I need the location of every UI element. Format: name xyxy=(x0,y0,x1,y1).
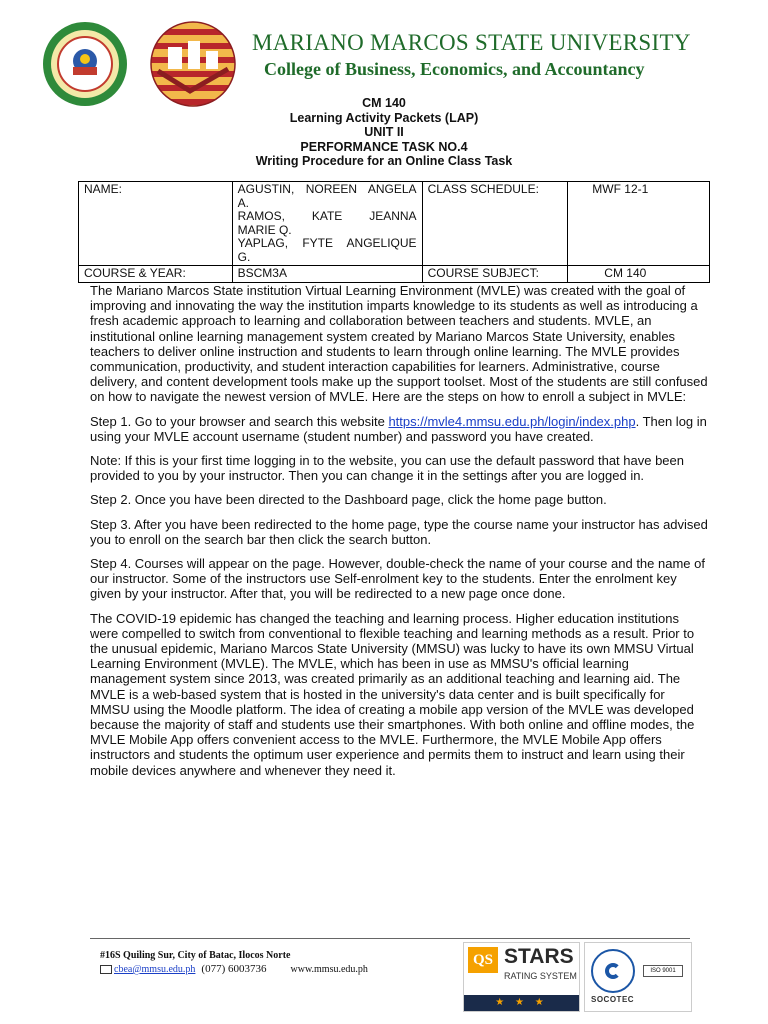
student-names xyxy=(232,182,422,266)
student-info-table xyxy=(78,181,710,283)
qs-rating-label: RATING SYSTEM xyxy=(504,971,577,981)
course-year-value: BSCM3A xyxy=(232,266,422,283)
name-line: YAPLAG, FYTE ANGELIQUE xyxy=(237,236,417,250)
table-row xyxy=(79,266,710,283)
footer-address: #16S Quiling Sur, City of Batac, Ilocos Norte xyxy=(100,950,291,961)
intro-paragraph: The Mariano Marcos State institution Virtual Learning Environment (MVLE) was created with the goal of improving and innovating the way the institution imparts knowledge to its students as well as introducing a fresh academic approach to learning and collaboration between teachers and students. MVLE, an institutional online learning management system created by Mariano Marcos State University, enables teachers to deliver online instruction and students to learn through online learning. The MVLE provides communication, productivity, and student interaction capabilities for learners. Administrative, course delivery, and content development tools make up the support toolset. Most of the students are still confused on how to navigate the newest version of MVLE. Here are the steps on how to enroll a subject in MVLE: xyxy=(90,283,708,405)
course-subject-label: COURSE SUBJECT: xyxy=(422,266,568,283)
course-subject-value: CM 140 xyxy=(568,266,710,283)
iso-certification-badge xyxy=(584,942,692,1012)
course-year-label: COURSE & YEAR: xyxy=(79,266,233,283)
socotec-mark-icon xyxy=(605,963,621,979)
mail-icon xyxy=(100,965,112,974)
name-line: G. xyxy=(237,249,251,264)
name-line: MARIE Q. xyxy=(237,222,292,237)
step-1-text: Step 1. Go to your browser and search this website xyxy=(90,413,389,429)
iso-label: ISO 9001 xyxy=(643,965,683,977)
task-number: PERFORMANCE TASK NO.4 xyxy=(300,139,468,154)
university-name: MARIANO MARCOS STATE UNIVERSITY xyxy=(252,30,691,55)
qs-logo-icon: QS xyxy=(468,947,498,973)
schedule-label: CLASS SCHEDULE: xyxy=(422,182,568,266)
footer-website[interactable]: www.mmsu.edu.ph xyxy=(290,964,368,975)
step-2-paragraph: Step 2. Once you have been directed to the Dashboard page, click the home page button. xyxy=(90,492,607,508)
table-row xyxy=(79,182,710,266)
document-heading xyxy=(0,96,768,169)
schedule-value: MWF 12-1 xyxy=(568,182,710,266)
iso-brand: SOCOTEC xyxy=(591,995,635,1004)
college-logo xyxy=(150,21,236,107)
footer-phone: (077) 6003736 xyxy=(201,963,267,975)
college-name: College of Business, Economics, and Accountancy xyxy=(264,59,645,79)
covid-paragraph: The COVID-19 epidemic has changed the teaching and learning process. Higher education institutions were compelled to switch from conventional to flexible teaching and learning methods as a result. Prior to the unusual epidemic, Mariano Marcos State University (MMSU) was lucky to have its own MMSU Virtual Learning Environment (MVLE). The MVLE, which has been in use as MMSU's official learning management system since 2013, was created primarily as an additional teaching and learning aid. The MVLE is a web-based system that is hosted in the university's data center and is built specifically for MMSU using the Moodle platform. The idea of creating a mobile app version of the MVLE was developed because the majority of staff and students use their smartphones. With both online and offline modes, the MVLE Mobile App offers convenient access to the MVLE. Furthermore, the MVLE Mobile App offers instructors and students the optimum user experience and permits them to instruct and learn using their mobile devices anywhere and whenever they need it. xyxy=(90,610,695,778)
task-title: Writing Procedure for an Online Class Task xyxy=(255,154,513,168)
step-3-paragraph: Step 3. After you have been redirected to the home page, type the course name your instructor has advised you to enroll on the search bar then click the search button. xyxy=(90,516,708,547)
step-1-paragraph xyxy=(90,414,708,444)
name-line: A. xyxy=(237,195,249,210)
step-1-text-after: . Then log in using your MVLE account username (student number) and password you have created. xyxy=(90,413,707,444)
packet-title: Learning Activity Packets (LAP) xyxy=(289,110,479,125)
name-line: AGUSTIN, NOREEN ANGELA xyxy=(237,182,417,196)
name-label: NAME: xyxy=(79,182,233,266)
name-line: RAMOS, KATE JEANNA xyxy=(237,209,417,223)
socotec-logo-icon xyxy=(591,949,635,993)
course-code: CM 140 xyxy=(362,96,406,110)
document-body xyxy=(90,283,708,787)
university-seal-logo xyxy=(42,21,128,107)
mvle-login-link[interactable]: https://mvle4.mmsu.edu.ph/login/index.php xyxy=(388,413,636,429)
qs-star-strip: ★ ★ ★ xyxy=(464,995,579,1011)
qs-stars-badge xyxy=(463,942,580,1012)
footer-divider xyxy=(90,938,690,939)
unit-title: UNIT II xyxy=(364,125,404,139)
step-4-paragraph: Step 4. Courses will appear on the page. However, double-check the name of your course and the name of our instructor. Some of the instructors use Self-enrolment key to the students. Enter the enrolment key given by your instructor. After that, you will be redirected to a new page once done. xyxy=(90,556,705,602)
note-paragraph: Note: If this is your first time logging in to the website, you can use the default password that have been provided to you by your instructor. Then you can change it in the settings after you are logged in. xyxy=(90,453,685,484)
footer-contact xyxy=(100,963,368,975)
footer-email[interactable]: cbea@mmsu.edu.ph xyxy=(114,964,196,975)
qs-stars-label: STARS xyxy=(504,945,574,968)
